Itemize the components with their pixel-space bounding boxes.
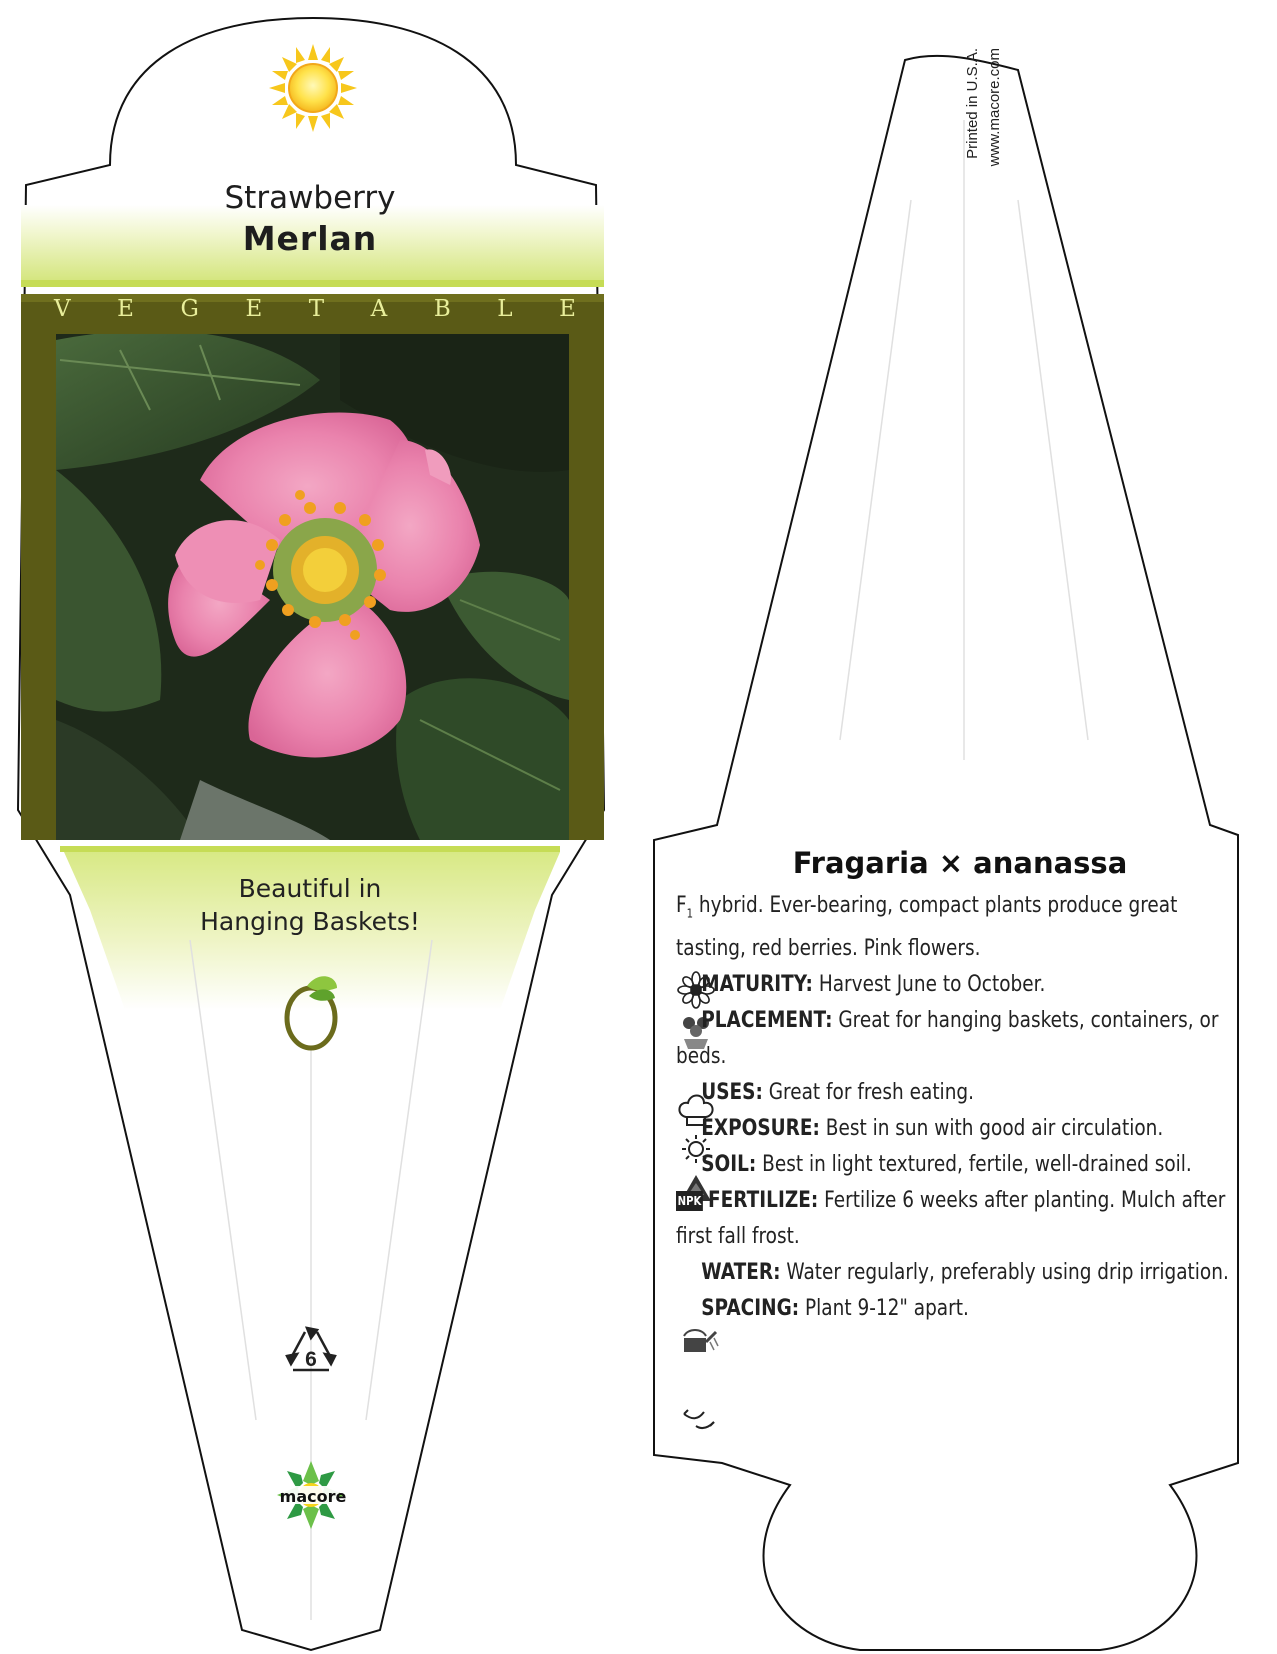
scientific-name: Fragaria × ananassa: [792, 846, 1128, 880]
care-row-exposure: [676, 1111, 1235, 1147]
category-letter: G: [180, 296, 199, 322]
category-letter: T: [308, 296, 325, 322]
care-text: Great for fresh eating.: [768, 1080, 975, 1106]
npk-icon: NPK: [676, 1191, 703, 1211]
variety-name: Merlan: [242, 219, 378, 258]
care-row-soil: [676, 1147, 1235, 1183]
category-letter: A: [370, 296, 388, 322]
category-letter: E: [245, 296, 263, 322]
category-letter: V: [54, 296, 71, 322]
care-label: EXPOSURE:: [701, 1116, 820, 1142]
printed-in-text: Printed in U.S.A.: [964, 48, 981, 159]
care-text: Best in sun with good air circulation.: [825, 1116, 1164, 1142]
care-label: SOIL:: [701, 1152, 757, 1178]
care-text: Fertilize 6 weeks after planting. Mulch after first fall frost.: [676, 1188, 1226, 1250]
back-content: [676, 846, 1236, 1327]
care-row-fertilize: [676, 1183, 1235, 1255]
care-label: MATURITY:: [701, 972, 813, 998]
category-letter: E: [559, 296, 576, 322]
full-sun-icon: [269, 44, 357, 132]
tagline: [200, 872, 420, 938]
recycle-number: 6: [305, 1348, 317, 1371]
care-row-placement: [676, 1003, 1235, 1075]
plant-photo: [56, 330, 569, 840]
care-label: USES:: [701, 1080, 763, 1106]
common-name: Strawberry: [224, 180, 396, 216]
care-description: [676, 888, 1235, 1327]
category-letter: L: [497, 296, 513, 322]
care-row-maturity: [676, 967, 1235, 1003]
care-text: Best in light textured, fertile, well-drained soil.: [762, 1152, 1192, 1178]
description-rest: hybrid. Ever-bearing, compact plants produce great tasting, red berries. Pink flowers.: [676, 893, 1178, 962]
care-label: SPACING:: [701, 1296, 800, 1322]
brand-name: macore: [279, 1487, 347, 1506]
care-row-spacing: [676, 1291, 1235, 1327]
category-label: [54, 296, 576, 322]
tagline-line: Beautiful in: [238, 874, 382, 903]
care-row-uses: [676, 1075, 1235, 1111]
care-text: Plant 9-12" apart.: [805, 1296, 969, 1322]
hybrid-sub: 1: [686, 906, 694, 921]
care-label: PLACEMENT:: [701, 1008, 833, 1034]
tagline-line: Hanging Baskets!: [200, 907, 420, 936]
category-letter: E: [117, 296, 134, 322]
front-tag: [18, 18, 604, 1650]
hybrid-f: F: [676, 893, 687, 918]
care-row-water: [676, 1255, 1235, 1291]
care-label: FERTILIZE:: [708, 1188, 819, 1214]
care-text: Harvest June to October.: [818, 972, 1046, 998]
printed-info: [962, 48, 1006, 208]
care-text: Water regularly, preferably using drip irrigation.: [786, 1260, 1229, 1286]
description-text: [676, 888, 1235, 967]
website-text: www.macore.com: [986, 48, 1003, 167]
care-text: Great for hanging baskets, containers, or beds.: [676, 1008, 1219, 1070]
title-band-stripe: [21, 280, 604, 287]
category-letter: B: [433, 296, 451, 322]
care-label: WATER:: [701, 1260, 781, 1286]
